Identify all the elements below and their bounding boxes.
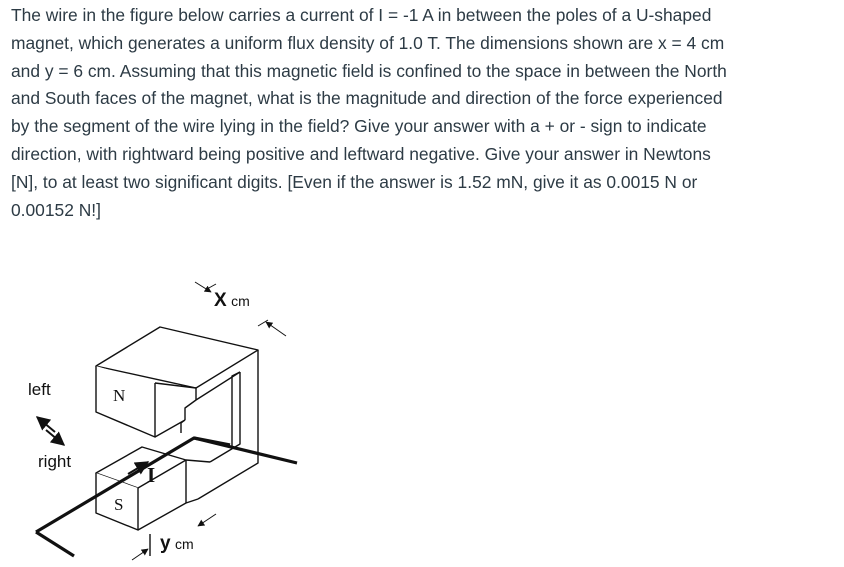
x-dimension-var: X (214, 290, 227, 311)
x-dimension-tick-left (207, 284, 216, 289)
magnet-figure (0, 270, 320, 567)
x-dimension-label (214, 290, 250, 312)
right-arrow (46, 430, 64, 445)
x-dimension-tick-right (258, 320, 268, 326)
y-dimension-tick-arrow (132, 549, 148, 560)
y-dimension-unit: cm (175, 536, 194, 552)
south-pole-label: S (114, 495, 124, 514)
left-direction-label: left (28, 380, 51, 399)
bottom-arm-inner (186, 460, 210, 462)
magnet-drawing (0, 270, 320, 567)
right-direction-label: right (38, 452, 72, 471)
left-arrow (37, 417, 55, 432)
x-dimension-arrow-right (266, 322, 286, 336)
y-dimension-label (160, 533, 194, 555)
top-arm-side-face (155, 383, 196, 437)
magnet-back-depth (232, 372, 240, 446)
current-label: I (147, 463, 156, 487)
x-dimension-arrow-left (195, 282, 211, 292)
wire-lower-end (36, 532, 74, 556)
magnet-inner-gap (181, 420, 185, 433)
question-text: The wire in the figure below carries a current of I = -1 A in between the poles of a U-shaped magnet, which generates a uniform flux density of 1.0 T. The dimensions shown are x = 4 cm and y = 6 cm. Assuming that this magnetic field is confined to the space in between the North and South faces of the magnet, what is the magnitude and direction of the force experienced by the segment of the wire lying in the field? Give your answer with a + or - sign to indicate direction, with rightward being positive and leftward negative. Give your answer in Newtons [N], to at least two significant digits. [Even if the answer is 1.52 mN, give it as 0.0015 N or 0.00152 N!] (11, 5, 727, 220)
wire (36, 438, 297, 532)
north-pole-label: N (113, 386, 126, 405)
y-dimension-arrow (198, 514, 216, 526)
x-dimension-unit: cm (231, 293, 250, 309)
y-dimension-var: y (160, 533, 171, 554)
